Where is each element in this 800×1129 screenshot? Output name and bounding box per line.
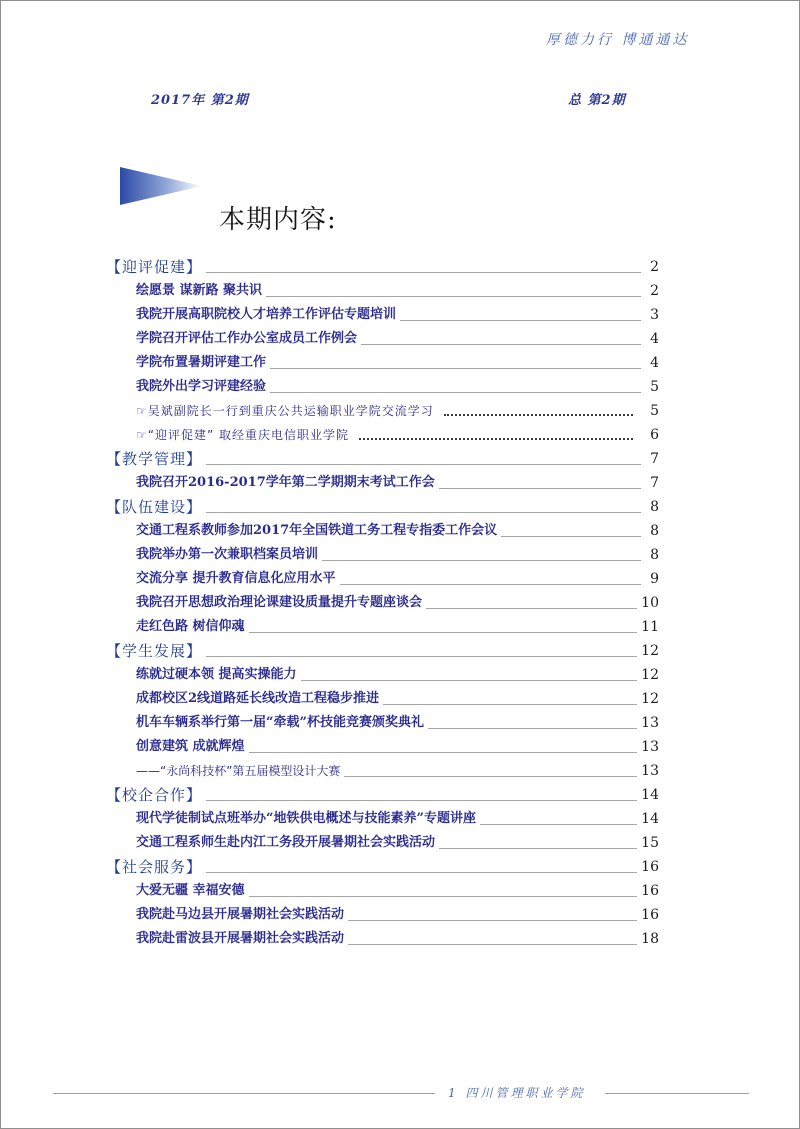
toc-section-title: 【学生发展】	[106, 642, 203, 660]
toc-page-number: 7	[650, 451, 659, 467]
toc-section-row[interactable]	[106, 447, 659, 471]
toc-entry-title: 我院召开2016-2017学年第二学期期末考试工作会	[136, 475, 435, 490]
toc-page-number: 4	[650, 355, 659, 371]
toc-entry-row[interactable]	[106, 903, 659, 927]
toc-entry-row[interactable]	[106, 519, 659, 543]
toc-entry-row[interactable]	[106, 303, 659, 327]
toc-leader-line	[249, 896, 638, 897]
toc-entry-title: 走红色路 树信仰魂	[136, 619, 245, 634]
toc-section-row[interactable]	[106, 639, 659, 663]
toc-section-row[interactable]	[106, 855, 659, 879]
toc-entry-title: 我院赴雷波县开展暑期社会实践活动	[136, 931, 345, 946]
toc-leader-line	[249, 632, 638, 633]
table-of-contents	[106, 255, 659, 951]
toc-leader-line	[206, 272, 641, 273]
toc-section-row[interactable]	[106, 255, 659, 279]
toc-entry-row[interactable]	[106, 735, 659, 759]
toc-section-title: 【校企合作】	[106, 786, 203, 804]
toc-entry-title: 我院外出学习评建经验	[136, 379, 267, 394]
issue-total-label: 总 第2期	[568, 93, 626, 108]
toc-leader-line	[344, 776, 637, 777]
toc-entry-title: 机车车辆系举行第一届“牵载”杯技能竞赛颁奖典礼	[136, 715, 424, 730]
toc-section-row[interactable]	[106, 783, 659, 807]
toc-page-number: 4	[650, 331, 659, 347]
toc-entry-title: 学院召开评估工作办公室成员工作例会	[136, 331, 358, 346]
toc-page-number: 12	[641, 643, 659, 659]
toc-page-number: 9	[650, 571, 659, 587]
toc-leader-line	[400, 320, 641, 321]
toc-leader-line	[206, 512, 641, 513]
toc-entry-row[interactable]	[106, 327, 659, 351]
toc-entry-row[interactable]	[106, 831, 659, 855]
toc-leader-line	[428, 728, 637, 729]
toc-entry-title: 我院召开思想政治理论课建设质量提升专题座谈会	[136, 595, 423, 610]
toc-page-number: 14	[641, 811, 659, 827]
toc-page-number: 7	[650, 475, 659, 491]
toc-entry-row[interactable]	[106, 567, 659, 591]
toc-leader-line	[501, 536, 641, 537]
toc-section-title: 【队伍建设】	[106, 498, 203, 516]
toc-section-title: 【教学管理】	[106, 450, 203, 468]
toc-leader-line	[270, 392, 641, 393]
toc-page-number: 5	[650, 379, 659, 395]
toc-entry-title: 练就过硬本领 提高实操能力	[136, 667, 297, 682]
toc-leader-line	[444, 414, 633, 416]
toc-page-number: 13	[641, 739, 659, 755]
toc-leader-line	[383, 704, 637, 705]
toc-entry-title: ——“永尚科技杯”第五届模型设计大赛	[136, 764, 341, 778]
toc-entry-row[interactable]	[106, 711, 659, 735]
toc-page-number: 10	[641, 595, 659, 611]
toc-entry-title: 创意建筑 成就辉煌	[136, 739, 245, 754]
toc-page-number: 8	[650, 523, 659, 539]
toc-leader-line	[301, 680, 638, 681]
toc-entry-title: 交通工程系教师参加2017年全国铁道工务工程专指委工作会议	[136, 523, 498, 538]
toc-leader-line	[361, 344, 641, 345]
toc-page-number: 6	[650, 427, 659, 443]
toc-entry-row[interactable]	[106, 927, 659, 951]
toc-leader-line	[206, 800, 637, 801]
toc-entry-row[interactable]	[106, 399, 659, 423]
footer-page-number: 1	[448, 1086, 459, 1100]
toc-page-number: 13	[641, 715, 659, 731]
toc-leader-line	[206, 872, 637, 873]
toc-page-number: 14	[641, 787, 659, 803]
toc-leader-line	[270, 368, 641, 369]
toc-entry-title: 学院布置暑期评建工作	[136, 355, 267, 370]
footer-label	[448, 1084, 585, 1101]
toc-page-number: 12	[641, 691, 659, 707]
toc-entry-title: ☞“迎评促建” 取经重庆电信职业学院	[136, 428, 350, 442]
toc-leader-line	[348, 944, 637, 945]
toc-entry-title: 交流分享 提升教育信息化应用水平	[136, 571, 336, 586]
toc-page-number: 11	[641, 619, 659, 635]
header-motto: 厚德力行 博通通达	[546, 32, 690, 48]
toc-page-number: 13	[641, 763, 659, 779]
toc-leader-line	[480, 824, 637, 825]
toc-page-number: 8	[650, 547, 659, 563]
toc-section-row[interactable]	[106, 495, 659, 519]
toc-entry-row[interactable]	[106, 543, 659, 567]
toc-page-number: 12	[641, 667, 659, 683]
toc-heading: 本期内容:	[219, 205, 337, 235]
toc-entry-title: 大爱无疆 幸福安德	[136, 883, 245, 898]
toc-page-number: 5	[650, 403, 659, 419]
toc-page-number: 2	[650, 283, 659, 299]
toc-leader-line	[206, 656, 637, 657]
toc-leader-line	[439, 488, 641, 489]
footer-institution: 四川管理职业学院	[465, 1086, 586, 1100]
issue-year-label: 2017年 第2期	[151, 93, 249, 108]
toc-page-number: 16	[641, 859, 659, 875]
toc-leader-line	[249, 752, 638, 753]
toc-page-number: 16	[641, 907, 659, 923]
toc-page-number: 16	[641, 883, 659, 899]
toc-page-number: 8	[650, 499, 659, 515]
toc-entry-row[interactable]	[106, 423, 659, 447]
toc-entry-row[interactable]	[106, 663, 659, 687]
toc-page-number: 18	[641, 931, 659, 947]
toc-section-title: 【迎评促建】	[106, 258, 203, 276]
toc-leader-line	[426, 608, 637, 609]
toc-entry-title: 我院赴马边县开展暑期社会实践活动	[136, 907, 345, 922]
toc-leader-line	[359, 438, 633, 440]
toc-entry-row[interactable]	[106, 687, 659, 711]
toc-page-number: 15	[641, 835, 659, 851]
toc-entry-title: 成都校区2线道路延长线改造工程稳步推进	[136, 691, 380, 706]
toc-entry-row[interactable]	[106, 279, 659, 303]
decorative-wedge-icon	[120, 167, 202, 207]
toc-leader-line	[322, 560, 641, 561]
toc-entry-row[interactable]	[106, 375, 659, 399]
toc-entry-title: 绘愿景 谋新路 聚共识	[136, 283, 263, 298]
toc-page-number: 3	[650, 307, 659, 323]
toc-entry-title: 我院开展高职院校人才培养工作评估专题培训	[136, 307, 397, 322]
toc-entry-title: 我院举办第一次兼职档案员培训	[136, 547, 319, 562]
toc-entry-row[interactable]	[106, 591, 659, 615]
toc-entry-row[interactable]	[106, 807, 659, 831]
toc-leader-line	[266, 296, 641, 297]
toc-entry-row[interactable]	[106, 351, 659, 375]
toc-entry-title: 现代学徒制试点班举办“地铁供电概述与技能素养”专题讲座	[136, 811, 476, 826]
toc-entry-title: ☞吴斌副院长一行到重庆公共运输职业学院交流学习	[136, 404, 434, 418]
toc-entry-row[interactable]	[106, 879, 659, 903]
toc-leader-line	[206, 464, 641, 465]
footer-rule-right	[605, 1093, 749, 1094]
toc-entry-row[interactable]	[106, 759, 659, 783]
toc-entry-title: 交通工程系师生赴内江工务段开展暑期社会实践活动	[136, 835, 436, 850]
footer-rule-left	[53, 1093, 435, 1094]
toc-leader-line	[439, 848, 637, 849]
toc-page-number: 2	[650, 259, 659, 275]
toc-leader-line	[340, 584, 641, 585]
toc-section-title: 【社会服务】	[106, 858, 203, 876]
toc-entry-row[interactable]	[106, 615, 659, 639]
toc-entry-row[interactable]	[106, 471, 659, 495]
toc-leader-line	[348, 920, 637, 921]
